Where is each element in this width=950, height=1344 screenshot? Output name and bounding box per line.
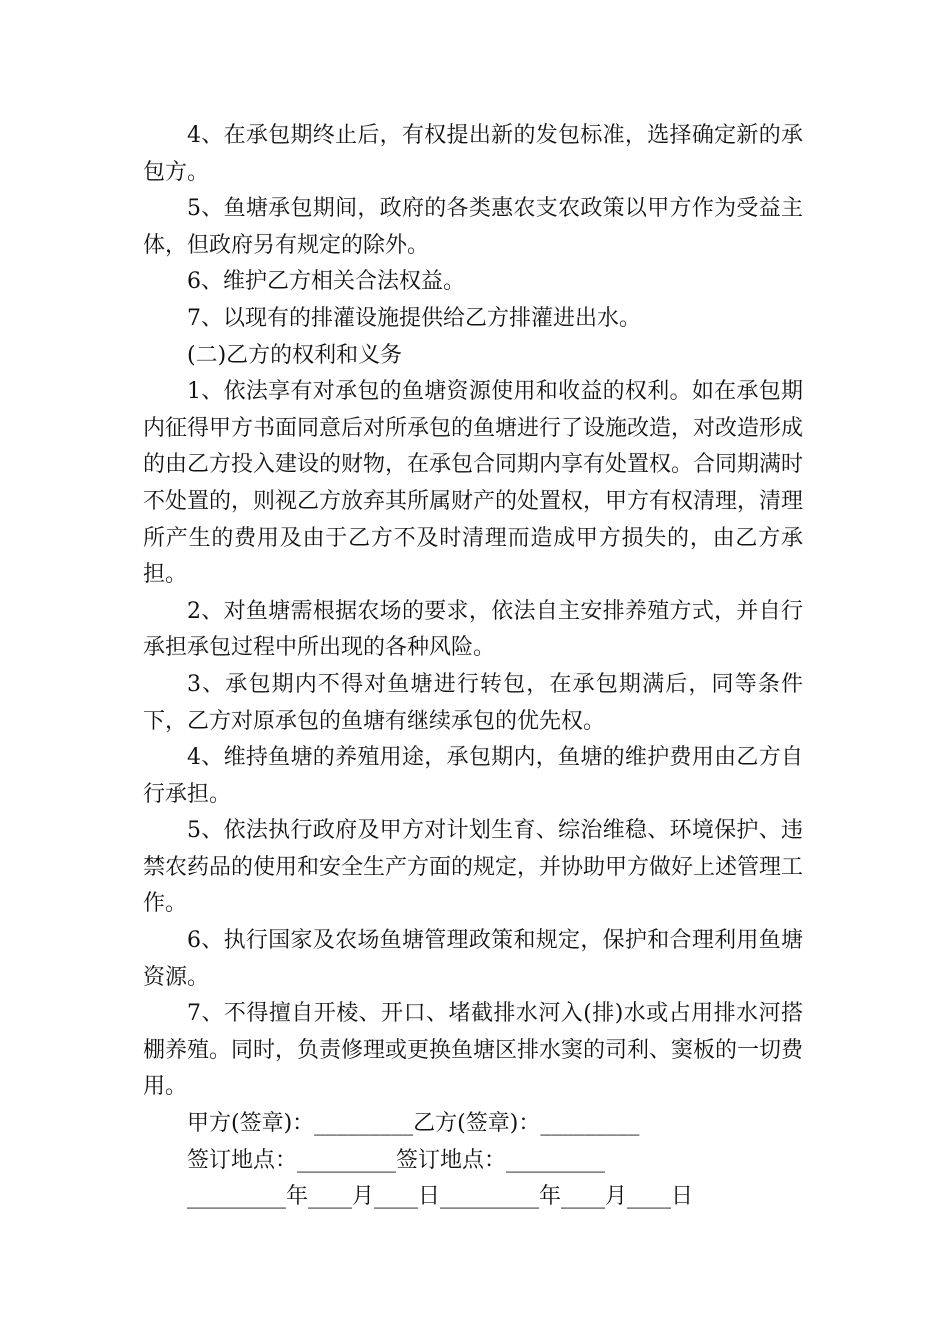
clause-party-b-2: 2、对鱼塘需根据农场的要求，依法自主安排养殖方式，并自行承担承包过程中所出现的各种风险。 xyxy=(143,598,803,661)
clause-party-a-7: 7、以现有的排灌设施提供给乙方排灌进出水。 xyxy=(187,305,641,331)
section-heading-party-b: (二)乙方的权利和义务 xyxy=(187,342,403,368)
signature-date-line: _________年____月____日_________年____月____日 xyxy=(187,1184,694,1210)
signature-parties-line: 甲方(签章)：_________乙方(签章)：_________ xyxy=(187,1111,640,1137)
clause-party-b-6: 6、执行国家及农场鱼塘管理政策和规定，保护和合理利用鱼塘资源。 xyxy=(143,928,803,990)
document-body xyxy=(143,118,803,1216)
clause-party-b-5: 5、依法执行政府及甲方对计划生育、综治维稳、环境保护、违禁农药品的使用和安全生产方面的规定，并协助甲方做好上述管理工作。 xyxy=(143,818,804,917)
clause-party-b-4: 4、维持鱼塘的养殖用途，承包期内，鱼塘的维护费用由乙方自行承担。 xyxy=(143,745,803,807)
clause-party-a-6: 6、维护乙方相关合法权益。 xyxy=(187,269,465,295)
clause-party-a-4: 4、在承包期终止后，有权提出新的发包标准，选择确定新的承包方。 xyxy=(143,123,803,185)
clause-party-b-1: 1、依法享有对承包的鱼塘资源使用和收益的权利。如在承包期内征得甲方书面同意后对所承包的鱼塘进行了设施改造，对改造形成的由乙方投入建设的财物，在承包合同期内享有处置权。合同期满时不处置的，则视乙方放弃其所属财产的处置权，甲方有权清理，清理所产生的费用及由于乙方不及时清理而造成甲方损失的，由乙方承担。 xyxy=(143,379,804,588)
clause-party-a-5: 5、鱼塘承包期间，政府的各类惠农支农政策以甲方作为受益主体，但政府另有规定的除外。 xyxy=(143,196,803,258)
clause-party-b-3: 3、承包期内不得对鱼塘进行转包，在承包期满后，同等条件下，乙方对原承包的鱼塘有继续承包的优先权。 xyxy=(143,671,803,734)
clause-party-b-7: 7、不得擅自开棱、开口、堵截排水河入(排)水或占用排水河搭棚养殖。同时，负责修理或更换鱼塘区排水窦的司利、窦板的一切费用。 xyxy=(143,1001,804,1100)
signature-place-line: 签订地点：_________签订地点：_________ xyxy=(187,1147,606,1173)
